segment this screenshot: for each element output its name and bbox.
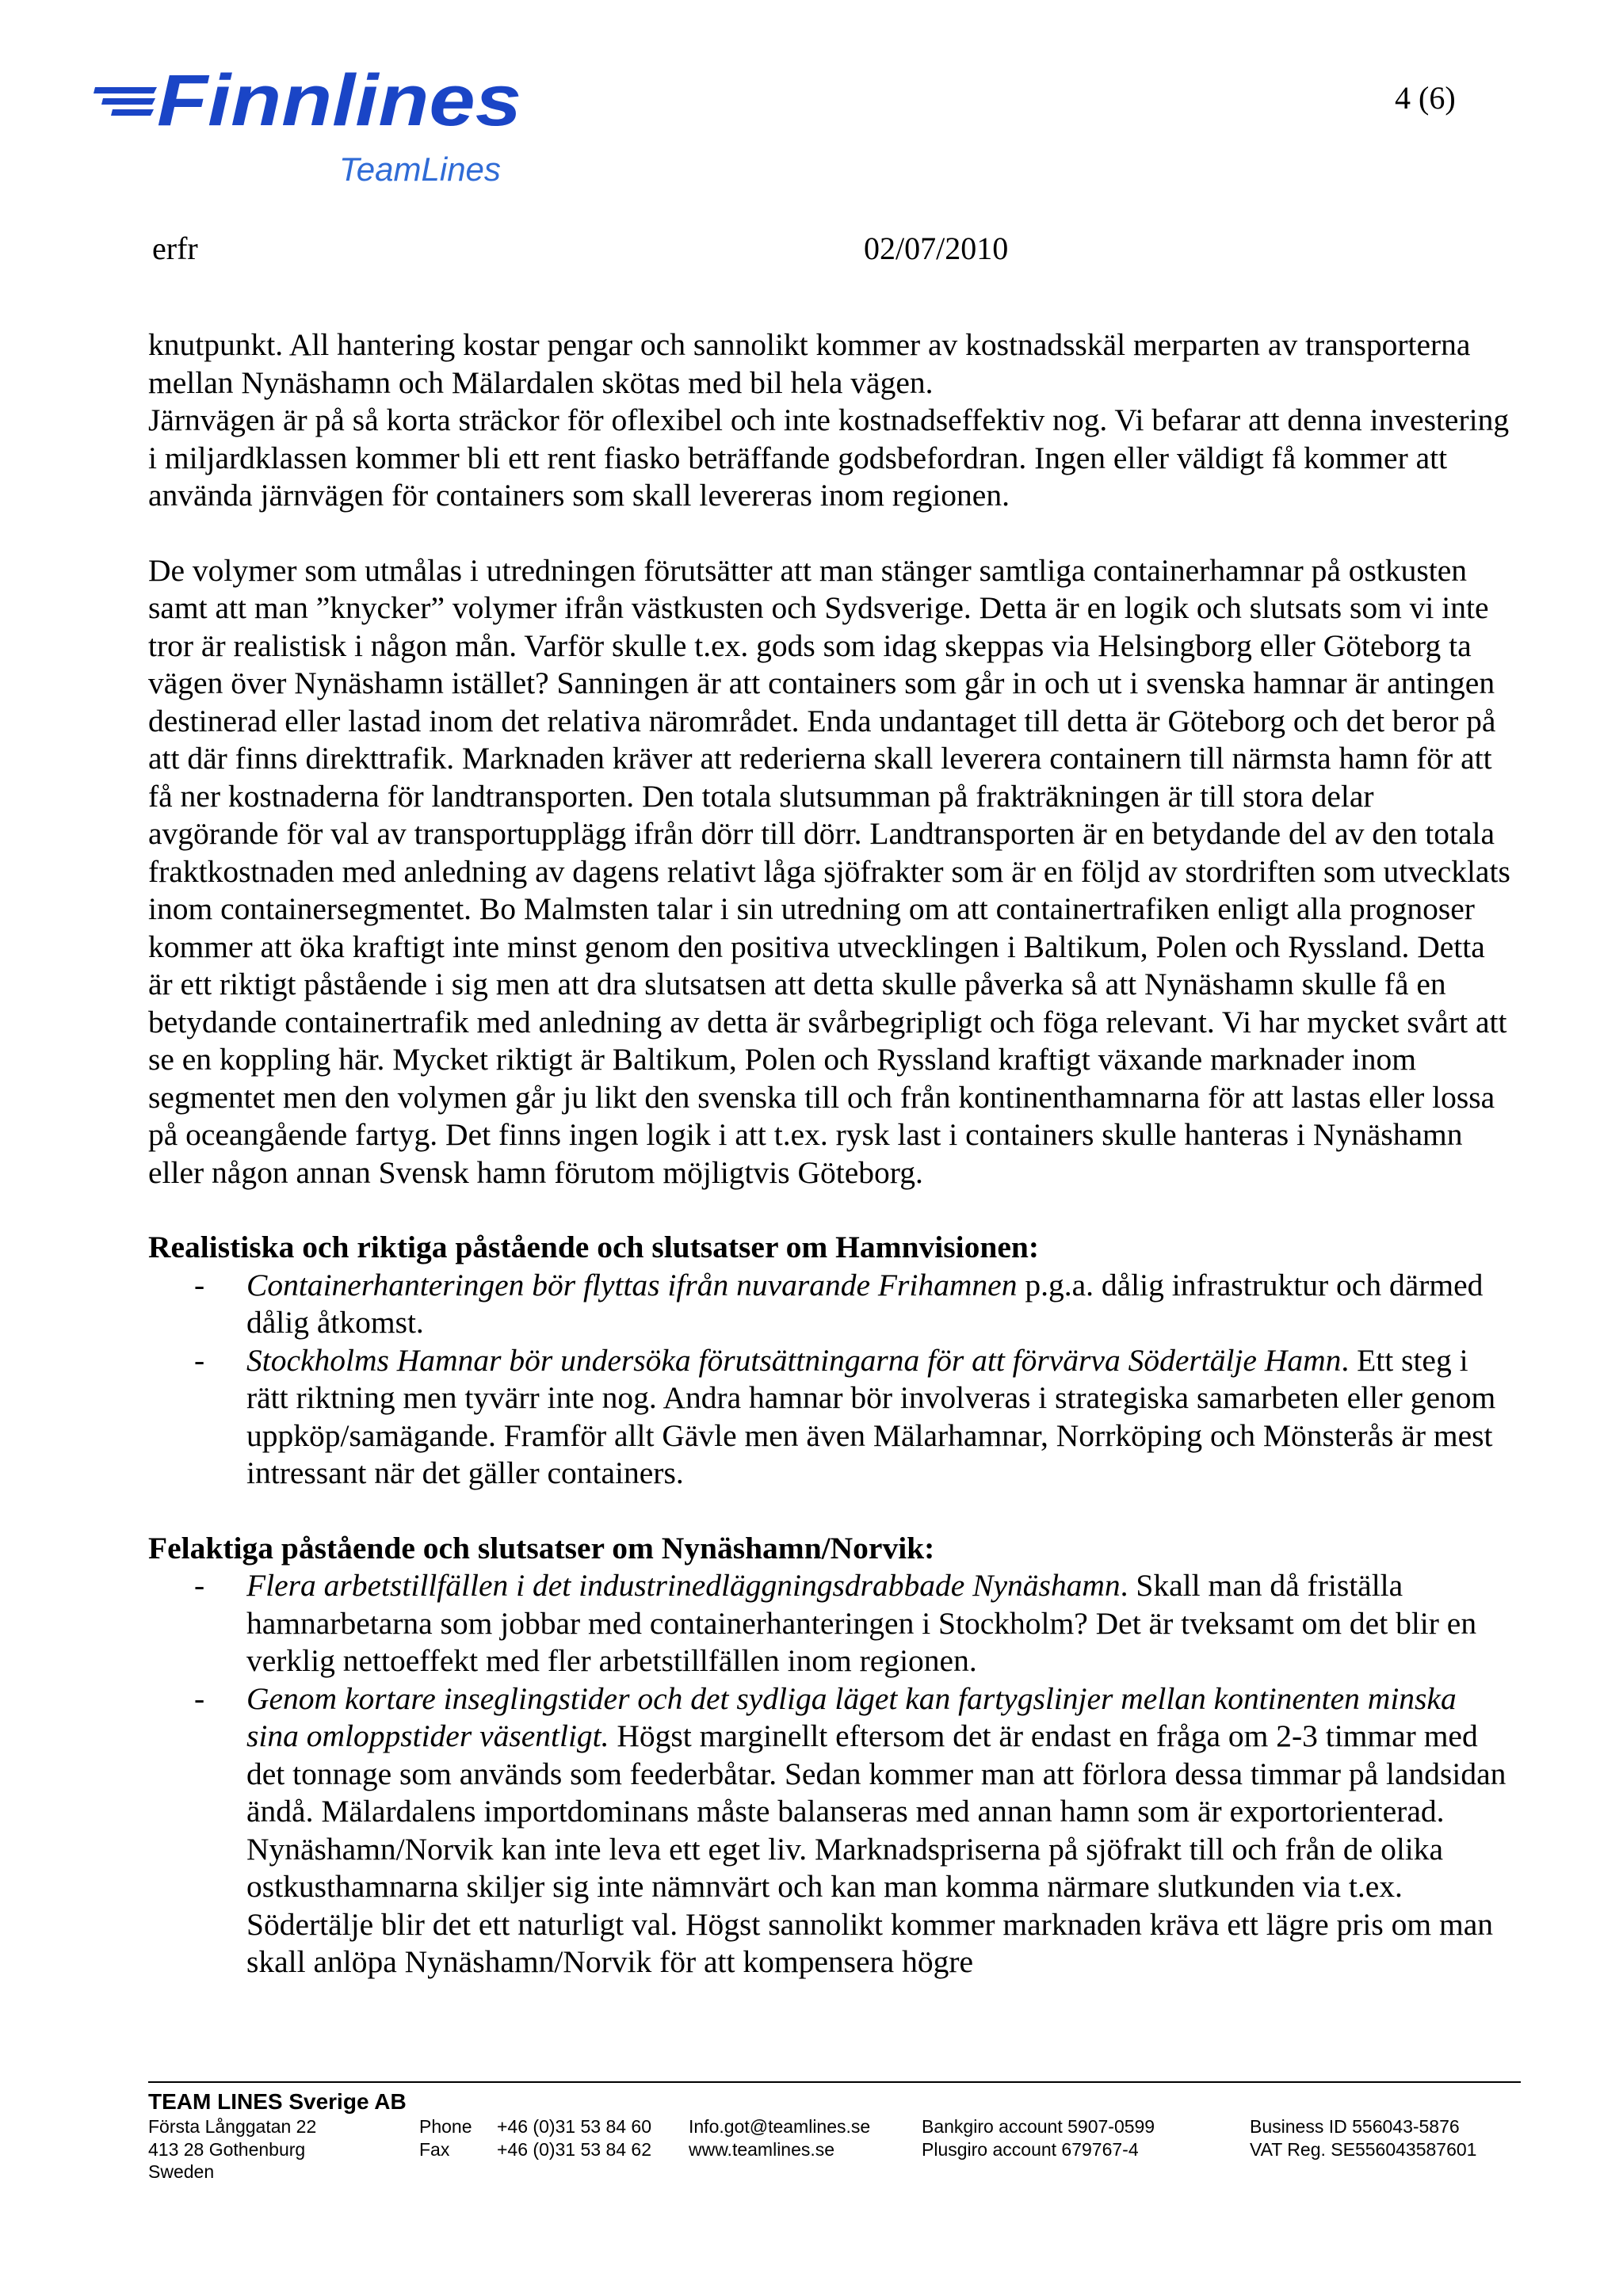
list-item — [148, 1680, 1511, 1981]
plusgiro: Plusgiro account 679767-4 — [922, 2138, 1139, 2160]
page-number: 4 (6) — [1395, 80, 1456, 116]
reference-code: erfr — [152, 231, 198, 266]
section-heading: Felaktiga påstående och slutsatser om Nynäshamn/Norvik: — [148, 1530, 935, 1566]
phone-label: Phone — [419, 2116, 472, 2137]
italic-claim: Stockholms Hamnar bör undersöka förutsättningarna för att förvärva Södertälje Hamn — [246, 1342, 1342, 1378]
section-heading: Realistiska och riktiga påstående och slutsatser om Hamnvisionen: — [148, 1230, 1039, 1264]
list-item — [148, 1567, 1511, 1680]
footer-ids — [1250, 2115, 1476, 2161]
fax-number: +46 (0)31 53 84 62 — [497, 2138, 652, 2160]
footer-company: TEAM LINES Sverige AB — [148, 2089, 407, 2114]
business-id: Business ID 556043-5876 — [1250, 2116, 1460, 2137]
address-line: Första Långgatan 22 — [148, 2116, 317, 2137]
footer — [148, 2088, 1521, 2182]
company-logo — [94, 63, 531, 190]
footer-contact-labels — [419, 2115, 472, 2161]
address-line: 413 28 Gothenburg — [148, 2138, 306, 2160]
bullet-list — [148, 1267, 1511, 1493]
footer-contact-numbers — [497, 2115, 651, 2161]
vat-reg: VAT Reg. SE556043587601 — [1250, 2138, 1477, 2160]
paragraph: Järnvägen är på så korta sträckor för oflexibel och inte kostnadseffektiv nog. Vi befarar att denna investering i miljardklassen kommer bli ett rent fiasko beträffande godsbefordran. Ingen eller väldigt få kommer att använda järnvägen för containers som skall levereras inom regionen. — [148, 402, 1510, 513]
comment: . Skall man då friställa hamnarbetarna som jobbar med containerhanteringen i Stockholm? Det är tveksamt om det blir en verklig nettoeffekt med fler arbetstillfällen inom regionen. — [246, 1568, 1477, 1678]
email-link[interactable]: Info.got@teamlines.se — [689, 2116, 871, 2137]
list-item — [148, 1342, 1511, 1493]
footer-address — [148, 2115, 316, 2183]
letter-body — [148, 326, 1511, 1981]
phone-number: +46 (0)31 53 84 60 — [497, 2116, 652, 2137]
bullet-list — [148, 1567, 1511, 1981]
logo-brand: Finnlines — [157, 63, 521, 141]
bankgiro: Bankgiro account 5907-0599 — [922, 2116, 1155, 2137]
footer-web — [689, 2115, 870, 2161]
paragraph: knutpunkt. All hantering kostar pengar och sannolikt kommer av kostnadsskäl merparten av transporterna mellan Nynäshamn och Mälardalen skötas med bil hela vägen. — [148, 327, 1471, 400]
comment: p.g.a. dålig infrastruktur och därmed dålig åtkomst. — [246, 1267, 1484, 1340]
footer-divider — [148, 2081, 1521, 2083]
italic-claim: Containerhanteringen bör flyttas ifrån nuvarande Frihamnen — [246, 1267, 1018, 1302]
fax-label: Fax — [419, 2138, 450, 2160]
paragraph: De volymer som utmålas i utredningen förutsätter att man stänger samtliga containerhamnar på ostkusten samt att man ”knycker” volymer ifrån västkusten och Sydsverige. Detta är en logik och slutsats som vi inte tror är realistisk i någon mån. Varför skulle t.ex. gods som idag skeppas via Helsingborg eller Göteborg ta vägen över Nynäshamn istället? Sanningen är att containers som går in och ut i svenska hamnar är antingen destinerad eller lastad inom det relativa närområdet. Enda undantaget till detta är Göteborg och det beror på att där finns direkttrafik. Marknaden kräver att rederierna skall leverera containern till närmsta hamn för att få ner kostnaderna för landtransporten. Den totala slutsumman på frakträkningen är till stora delar avgörande för val av transportupplägg ifrån dörr till dörr. Landtransporten är en betydande del av den totala fraktkostnaden med anledning av dagens relativt låga sjöfrakter som är en följd av stordriften som utvecklats inom containersegmentet. Bo Malmsten talar i sin utredning om att containertrafiken enligt alla prognoser kommer att öka kraftigt inte minst genom den positiva utvecklingen i Baltikum, Polen och Ryssland. Detta är ett riktigt påstående i sig men att dra slutsatsen att detta skulle påverka så att Nynäshamn skulle få en betydande containertrafik med anledning av detta är svårbegripligt och föga relevant. Vi har mycket svårt att se en koppling här. Mycket riktigt är Baltikum, Polen och Ryssland kraftigt växande marknader inom segmentet men den volymen går ju likt den svenska till och från kontinenthamnarna för att lastas eller lossa på oceangående fartyg. Det finns ingen logik i att t.ex. rysk last i containers skulle hanteras i Nynäshamn eller någon annan Svensk hamn förutom möjligtvis Göteborg. — [148, 552, 1510, 1190]
logo-sub: TeamLines — [339, 151, 501, 188]
list-item — [148, 1267, 1511, 1342]
comment: Högst marginellt eftersom det är endast en fråga om 2-3 timmar med det tonnage som används som feederbåtar. Sedan kommer man att förlora dessa timmar på landsidan ändå. Mälardalens importdominans måste balanseras med annan hamn som är exportorienterad. Nynäshamn/Norvik kan inte leva ett eget liv. Marknadspriserna på sjöfrakt till och från de olika ostkusthamnarna skiljer sig inte nämnvärt och kan man komma närmare slutkunden via t.ex. Södertälje blir det ett naturligt val. Högst sannolikt kommer marknaden kräva ett lägre pris om man skall anlöpa Nynäshamn/Norvik för att kompensera högre — [246, 1718, 1507, 1979]
italic-claim: Genom kortare inseglingstider och det sydliga läget kan fartygslinjer mellan kontinenten minska sina omloppstider väsentligt. — [246, 1680, 1457, 1753]
footer-accounts — [922, 2115, 1155, 2161]
address-line: Sweden — [148, 2161, 215, 2182]
comment: . Ett steg i rätt riktning men tyvärr inte nog. Andra hamnar bör involveras i strategiska samarbeten eller genom uppköp/samägande. Framför allt Gävle men även Mälarhamnar, Norrköping och Mönsterås är mest intressant när det gäller containers. — [246, 1342, 1496, 1490]
letter-date: 02/07/2010 — [864, 231, 1009, 266]
italic-claim: Flera arbetstillfällen i det industrinedläggningsdrabbade Nynäshamn — [246, 1568, 1121, 1603]
website-link[interactable]: www.teamlines.se — [689, 2138, 835, 2160]
